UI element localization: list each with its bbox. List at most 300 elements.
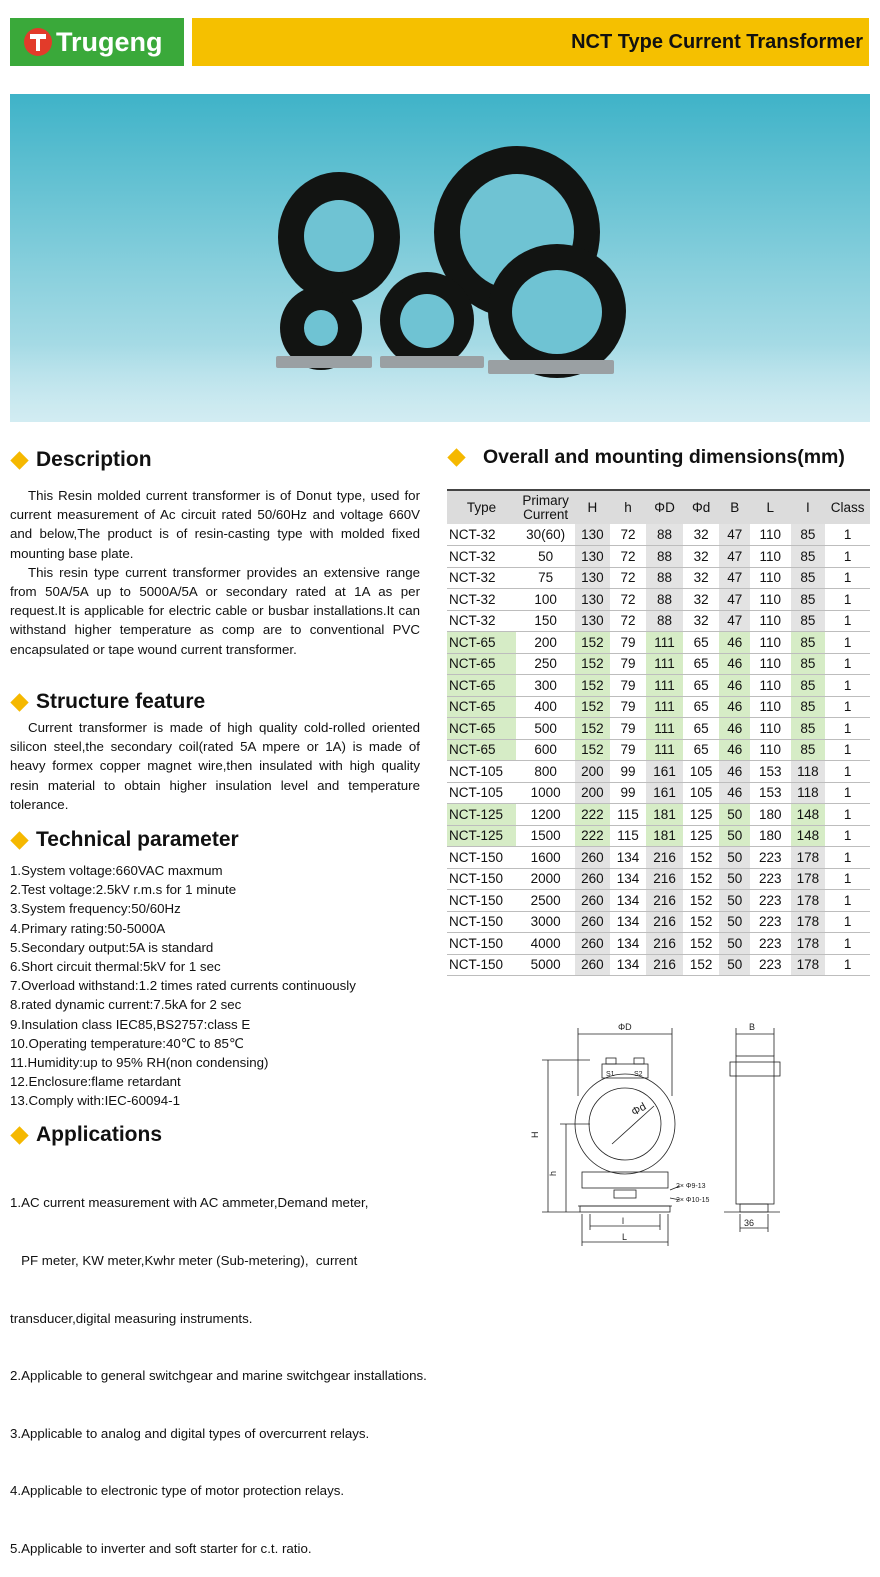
- table-cell: 115: [610, 804, 647, 826]
- table-cell: 32: [683, 589, 720, 611]
- table-cell: NCT-150: [447, 954, 516, 976]
- table-cell: 134: [610, 933, 647, 955]
- list-item: 1.AC current measurement with AC ammeter,Demand meter,: [10, 1195, 369, 1211]
- table-cell: 50: [719, 890, 750, 912]
- col-L: L: [750, 490, 791, 524]
- table-cell: 65: [683, 739, 720, 761]
- table-cell: 110: [750, 718, 791, 740]
- dimension-drawing: [530, 1016, 790, 1252]
- table-cell: 134: [610, 847, 647, 869]
- table-cell: 216: [646, 868, 683, 890]
- table-cell: 111: [646, 739, 683, 761]
- table-cell: 1: [825, 825, 870, 847]
- diamond-bullet-icon: [447, 448, 465, 466]
- table-cell: 223: [750, 847, 791, 869]
- table-cell: 72: [610, 610, 647, 632]
- table-cell: 180: [750, 804, 791, 826]
- table-cell: 130: [575, 610, 610, 632]
- table-cell: 178: [791, 911, 826, 933]
- table-row: [447, 847, 870, 869]
- table-row: [447, 524, 870, 546]
- table-cell: 1: [825, 718, 870, 740]
- table-cell: 152: [575, 632, 610, 654]
- table-cell: 72: [610, 589, 647, 611]
- table-cell: 134: [610, 868, 647, 890]
- table-cell: 1: [825, 761, 870, 783]
- table-cell: 110: [750, 696, 791, 718]
- table-cell: 105: [683, 761, 720, 783]
- table-cell: 1: [825, 632, 870, 654]
- table-cell: 79: [610, 675, 647, 697]
- terminal-block: [10, 94, 60, 114]
- label-s2: S2: [634, 1071, 643, 1078]
- table-row: [447, 804, 870, 826]
- ct-image-front-right: [488, 244, 626, 378]
- table-cell: 1: [825, 933, 870, 955]
- diamond-bullet-icon: [10, 831, 28, 849]
- table-cell: 178: [791, 847, 826, 869]
- list-item: 2.Test voltage:2.5kV r.m.s for 1 minute: [10, 882, 237, 898]
- table-row: [447, 825, 870, 847]
- table-cell: 1: [825, 653, 870, 675]
- table-cell: 1: [825, 524, 870, 546]
- table-row: [447, 589, 870, 611]
- table-cell: 153: [750, 782, 791, 804]
- table-cell: 85: [791, 653, 826, 675]
- list-item: 7.Overload withstand:1.2 times rated currents continuously: [10, 978, 356, 994]
- table-cell: 148: [791, 804, 826, 826]
- table-cell: 180: [750, 825, 791, 847]
- table-cell: 118: [791, 761, 826, 783]
- table-cell: NCT-105: [447, 761, 516, 783]
- table-cell: 250: [516, 653, 575, 675]
- table-cell: 130: [575, 589, 610, 611]
- ct-image-back-left: [278, 172, 400, 302]
- table-cell: 32: [683, 567, 720, 589]
- table-cell: 178: [791, 868, 826, 890]
- brand-logo: [10, 18, 184, 66]
- table-cell: 110: [750, 546, 791, 568]
- table-cell: 223: [750, 911, 791, 933]
- list-item: 2.Applicable to general switchgear and marine switchgear installations.: [10, 1368, 427, 1384]
- label-l: l: [622, 1216, 624, 1226]
- table-cell: 1: [825, 954, 870, 976]
- table-cell: 152: [575, 696, 610, 718]
- table-cell: NCT-32: [447, 524, 516, 546]
- table-cell: 111: [646, 718, 683, 740]
- table-cell: 153: [750, 761, 791, 783]
- table-cell: 50: [719, 954, 750, 976]
- table-cell: 134: [610, 954, 647, 976]
- table-row: [447, 675, 870, 697]
- table-cell: 88: [646, 546, 683, 568]
- table-cell: 150: [516, 610, 575, 632]
- table-cell: 46: [719, 632, 750, 654]
- table-cell: 1200: [516, 804, 575, 826]
- table-cell: 222: [575, 825, 610, 847]
- table-cell: 260: [575, 868, 610, 890]
- table-cell: 1: [825, 804, 870, 826]
- table-cell: 46: [719, 675, 750, 697]
- structure-paragraph: Current transformer is made of high quality cold-rolled oriented silicon steel,the secondary coil(rated 5A mpere or 1A) is made of heavy formex copper magnet wire,then insulated with high quality resin material to obtain higher insulation level and temperature tolerance.: [10, 720, 420, 812]
- terminal-block: [10, 114, 62, 134]
- table-cell: 65: [683, 653, 720, 675]
- table-cell: 50: [719, 933, 750, 955]
- table-cell: 178: [791, 890, 826, 912]
- table-cell: 1: [825, 675, 870, 697]
- table-row: [447, 567, 870, 589]
- table-cell: NCT-65: [447, 632, 516, 654]
- table-cell: 79: [610, 632, 647, 654]
- table-cell: 130: [575, 524, 610, 546]
- table-cell: 152: [683, 933, 720, 955]
- table-cell: 85: [791, 610, 826, 632]
- list-item: 10.Operating temperature:40℃ to 85℃: [10, 1035, 244, 1051]
- table-cell: 46: [719, 653, 750, 675]
- table-row: [447, 718, 870, 740]
- table-cell: NCT-65: [447, 718, 516, 740]
- table-cell: 5000: [516, 954, 575, 976]
- terminal-block: [10, 154, 60, 174]
- col-primary-current: Primary Current: [516, 490, 575, 524]
- table-cell: 46: [719, 718, 750, 740]
- table-cell: 105: [683, 782, 720, 804]
- table-cell: 88: [646, 610, 683, 632]
- table-cell: 1: [825, 567, 870, 589]
- table-cell: 152: [575, 675, 610, 697]
- table-cell: 2500: [516, 890, 575, 912]
- table-cell: 47: [719, 589, 750, 611]
- ct-image-front-middle: [380, 272, 474, 368]
- label-D: ΦD: [618, 1022, 632, 1032]
- list-item: 12.Enclosure:flame retardant: [10, 1074, 181, 1090]
- diamond-bullet-icon: [10, 1126, 28, 1144]
- table-row: [447, 868, 870, 890]
- table-cell: 260: [575, 933, 610, 955]
- table-row: [447, 610, 870, 632]
- table-row: [447, 632, 870, 654]
- table-cell: 1: [825, 546, 870, 568]
- table-cell: 152: [683, 911, 720, 933]
- table-cell: 110: [750, 675, 791, 697]
- table-cell: 110: [750, 739, 791, 761]
- list-item: 3.System frequency:50/60Hz: [10, 901, 181, 917]
- table-cell: 216: [646, 890, 683, 912]
- table-cell: 152: [683, 954, 720, 976]
- table-cell: 1: [825, 739, 870, 761]
- table-row: [447, 696, 870, 718]
- table-cell: 1: [825, 890, 870, 912]
- table-cell: 216: [646, 954, 683, 976]
- table-cell: 161: [646, 761, 683, 783]
- table-cell: NCT-150: [447, 890, 516, 912]
- table-row: [447, 911, 870, 933]
- table-cell: 46: [719, 761, 750, 783]
- table-cell: 152: [575, 653, 610, 675]
- table-row: [447, 954, 870, 976]
- table-cell: 2000: [516, 868, 575, 890]
- table-cell: 46: [719, 739, 750, 761]
- page-title: NCT Type Current Transformer: [571, 30, 863, 53]
- table-cell: 79: [610, 739, 647, 761]
- table-cell: 65: [683, 696, 720, 718]
- table-cell: 111: [646, 675, 683, 697]
- table-cell: 47: [719, 524, 750, 546]
- table-cell: 46: [719, 782, 750, 804]
- applications-heading: Applications: [10, 1123, 162, 1147]
- table-cell: 88: [646, 589, 683, 611]
- table-cell: 50: [719, 825, 750, 847]
- table-cell: 100: [516, 589, 575, 611]
- mounting-base: [488, 360, 614, 374]
- col-H: H: [575, 490, 610, 524]
- list-item: 5.Secondary output:5A is standard: [10, 939, 214, 955]
- table-cell: 200: [516, 632, 575, 654]
- description-paragraph-1: This Resin molded current transformer is of Donut type, used for current measurement of Ac circuit rated 50/60Hz and voltage 660V and below,The product is of resin-casting type with molded fixed mounting base plate.: [10, 488, 420, 561]
- table-cell: 110: [750, 589, 791, 611]
- mounting-base: [276, 356, 372, 368]
- table-cell: NCT-150: [447, 911, 516, 933]
- table-cell: 152: [683, 890, 720, 912]
- label-hole-1: 2× Φ9-13: [676, 1183, 706, 1190]
- table-cell: NCT-32: [447, 589, 516, 611]
- table-cell: 152: [683, 868, 720, 890]
- table-cell: 50: [719, 868, 750, 890]
- list-item: transducer,digital measuring instruments.: [10, 1310, 253, 1326]
- table-cell: 88: [646, 524, 683, 546]
- table-cell: 260: [575, 890, 610, 912]
- table-cell: 72: [610, 524, 647, 546]
- table-cell: NCT-150: [447, 847, 516, 869]
- label-hole-2: 2× Φ10-15: [676, 1197, 710, 1204]
- table-cell: 85: [791, 589, 826, 611]
- description-heading: Description: [10, 448, 152, 472]
- table-cell: 216: [646, 911, 683, 933]
- label-h: h: [548, 1170, 558, 1176]
- technical-heading: Technical parameter: [10, 828, 239, 852]
- col-h: h: [610, 490, 647, 524]
- table-cell: 32: [683, 524, 720, 546]
- dimensions-heading: Overall and mounting dimensions(mm): [447, 446, 845, 469]
- table-cell: NCT-65: [447, 739, 516, 761]
- table-cell: 110: [750, 567, 791, 589]
- table-cell: 260: [575, 911, 610, 933]
- table-cell: 65: [683, 675, 720, 697]
- terminal-block: [10, 134, 58, 154]
- table-cell: NCT-150: [447, 868, 516, 890]
- table-cell: NCT-32: [447, 610, 516, 632]
- list-item: 4.Primary rating:50-5000A: [10, 920, 166, 936]
- structure-text: [10, 718, 420, 814]
- table-cell: NCT-65: [447, 653, 516, 675]
- table-cell: 79: [610, 696, 647, 718]
- table-cell: 4000: [516, 933, 575, 955]
- table-cell: NCT-105: [447, 782, 516, 804]
- table-cell: 99: [610, 761, 647, 783]
- table-cell: 99: [610, 782, 647, 804]
- table-cell: 50: [719, 911, 750, 933]
- table-row: [447, 782, 870, 804]
- table-cell: NCT-32: [447, 567, 516, 589]
- label-L: L: [622, 1232, 628, 1242]
- list-item: 5.Applicable to inverter and soft starter for c.t. ratio.: [10, 1541, 312, 1557]
- table-cell: 1: [825, 589, 870, 611]
- table-cell: 500: [516, 718, 575, 740]
- table-cell: 3000: [516, 911, 575, 933]
- table-cell: 130: [575, 567, 610, 589]
- table-cell: 152: [575, 718, 610, 740]
- table-cell: NCT-125: [447, 825, 516, 847]
- list-item: 4.Applicable to electronic type of motor protection relays.: [10, 1483, 345, 1499]
- table-cell: 50: [719, 847, 750, 869]
- description-paragraph-2: This resin type current transformer provides an extensive range from 50A/5A up to 5000A/5A or secondary rated at 1A as per request.It is applicable for electric cable or busbar installations.It can withstand higher temperature as comp are to conventional PVC encapsulated or tape wound current transformer.: [10, 564, 420, 657]
- table-cell: 50: [516, 546, 575, 568]
- table-cell: 1: [825, 696, 870, 718]
- table-cell: 118: [791, 782, 826, 804]
- table-cell: 600: [516, 739, 575, 761]
- list-item: 3.Applicable to analog and digital types of overcurrent relays.: [10, 1425, 370, 1441]
- table-cell: NCT-150: [447, 933, 516, 955]
- col-I: I: [791, 490, 826, 524]
- table-cell: 85: [791, 718, 826, 740]
- label-s1: S1: [606, 1071, 615, 1078]
- diamond-bullet-icon: [10, 451, 28, 469]
- table-cell: 85: [791, 675, 826, 697]
- table-cell: 130: [575, 546, 610, 568]
- table-cell: 88: [646, 567, 683, 589]
- table-cell: 85: [791, 739, 826, 761]
- table-cell: 85: [791, 546, 826, 568]
- label-B: B: [749, 1022, 756, 1032]
- table-cell: 216: [646, 847, 683, 869]
- table-cell: NCT-65: [447, 696, 516, 718]
- table-cell: 115: [610, 825, 647, 847]
- list-item: 1.System voltage:660VAC maxmum: [10, 863, 223, 878]
- table-cell: NCT-32: [447, 546, 516, 568]
- list-item: 11.Humidity:up to 95% RH(non condensing): [10, 1055, 269, 1071]
- table-cell: 181: [646, 804, 683, 826]
- table-cell: 134: [610, 911, 647, 933]
- label-d: Φd: [629, 1100, 649, 1119]
- table-cell: 111: [646, 653, 683, 675]
- table-cell: 181: [646, 825, 683, 847]
- table-cell: 152: [683, 847, 720, 869]
- table-cell: 47: [719, 567, 750, 589]
- table-cell: 125: [683, 804, 720, 826]
- table-cell: 65: [683, 632, 720, 654]
- table-cell: 223: [750, 890, 791, 912]
- table-cell: 1500: [516, 825, 575, 847]
- col-B: B: [719, 490, 750, 524]
- table-cell: 32: [683, 610, 720, 632]
- col-d: Φd: [683, 490, 720, 524]
- table-cell: 110: [750, 524, 791, 546]
- table-cell: 30(60): [516, 524, 575, 546]
- table-cell: 46: [719, 696, 750, 718]
- table-cell: 85: [791, 696, 826, 718]
- list-item: 8.rated dynamic current:7.5kA for 2 sec: [10, 997, 242, 1013]
- table-cell: 260: [575, 847, 610, 869]
- structure-heading: Structure feature: [10, 690, 205, 714]
- description-text: [10, 486, 420, 659]
- table-cell: 200: [575, 761, 610, 783]
- table-cell: 79: [610, 653, 647, 675]
- table-cell: 85: [791, 632, 826, 654]
- col-class: Class: [825, 490, 870, 524]
- table-cell: 85: [791, 524, 826, 546]
- terminal-block: [10, 174, 62, 194]
- label-36: 36: [744, 1218, 755, 1228]
- list-item: 9.Insulation class IEC85,BS2757:class E: [10, 1016, 251, 1032]
- table-cell: 152: [575, 739, 610, 761]
- table-cell: 216: [646, 933, 683, 955]
- table-cell: 47: [719, 546, 750, 568]
- table-cell: 223: [750, 933, 791, 955]
- table-cell: 1000: [516, 782, 575, 804]
- table-cell: 134: [610, 890, 647, 912]
- table-cell: 50: [719, 804, 750, 826]
- table-cell: 1: [825, 782, 870, 804]
- logo-icon: [24, 28, 52, 56]
- brand-name: Trugeng: [56, 26, 163, 57]
- table-cell: 110: [750, 610, 791, 632]
- table-row: [447, 653, 870, 675]
- list-item: 13.Comply with:IEC-60094-1: [10, 1093, 180, 1109]
- table-cell: NCT-125: [447, 804, 516, 826]
- table-cell: 200: [575, 782, 610, 804]
- table-cell: 178: [791, 933, 826, 955]
- table-cell: 300: [516, 675, 575, 697]
- table-cell: 1: [825, 868, 870, 890]
- label-H: H: [530, 1131, 540, 1138]
- col-D: ΦD: [646, 490, 683, 524]
- table-cell: 79: [610, 718, 647, 740]
- table-cell: NCT-65: [447, 675, 516, 697]
- dimensions-table: [447, 489, 870, 976]
- table-cell: 223: [750, 868, 791, 890]
- list-item: PF meter, KW meter,Kwhr meter (Sub-metering), current: [10, 1253, 358, 1269]
- applications-list: [10, 1155, 530, 1577]
- table-cell: 65: [683, 718, 720, 740]
- table-cell: 72: [610, 567, 647, 589]
- table-cell: 260: [575, 954, 610, 976]
- table-cell: 161: [646, 782, 683, 804]
- table-cell: 75: [516, 567, 575, 589]
- table-cell: 85: [791, 567, 826, 589]
- table-header-row: [447, 490, 870, 524]
- table-cell: 72: [610, 546, 647, 568]
- table-row: [447, 546, 870, 568]
- list-item: 6.Short circuit thermal:5kV for 1 sec: [10, 959, 221, 975]
- table-cell: 800: [516, 761, 575, 783]
- table-cell: 1: [825, 610, 870, 632]
- table-cell: 125: [683, 825, 720, 847]
- table-cell: 110: [750, 653, 791, 675]
- table-cell: 148: [791, 825, 826, 847]
- table-cell: 111: [646, 696, 683, 718]
- table-cell: 32: [683, 546, 720, 568]
- diamond-bullet-icon: [10, 693, 28, 711]
- table-row: [447, 739, 870, 761]
- mounting-base: [380, 356, 484, 368]
- table-row: [447, 761, 870, 783]
- table-cell: 223: [750, 954, 791, 976]
- table-row: [447, 890, 870, 912]
- table-cell: 400: [516, 696, 575, 718]
- table-cell: 111: [646, 632, 683, 654]
- table-cell: 1: [825, 911, 870, 933]
- table-cell: 1: [825, 847, 870, 869]
